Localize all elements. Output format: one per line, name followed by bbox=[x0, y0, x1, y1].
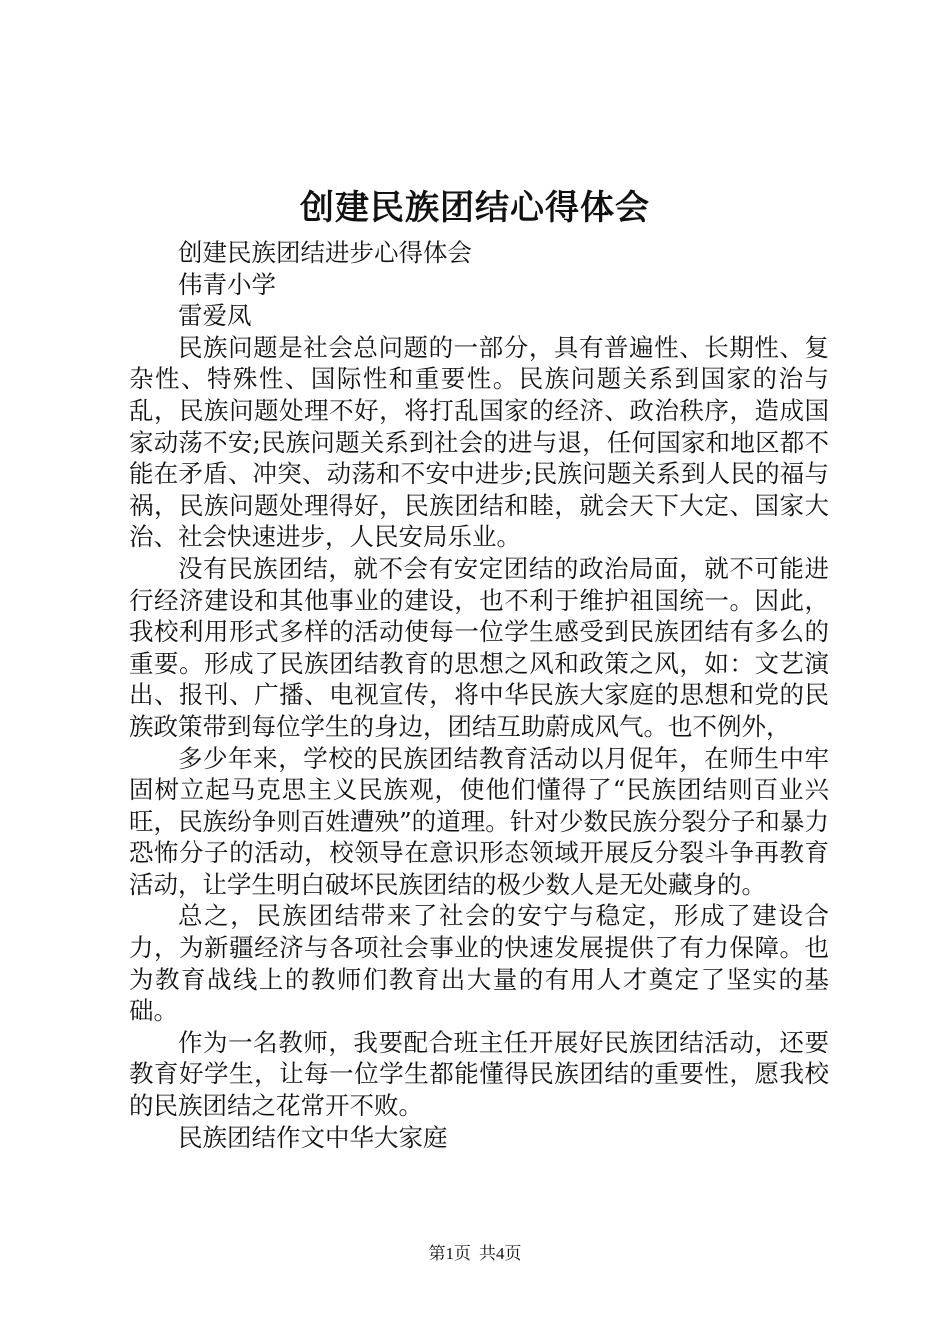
body-paragraph: 作为一名教师，我要配合班主任开展好民族团结活动，还要教育好学生，让每一位学生都能懂得民族团结的重要性，愿我校的民族团结之花常开不败。 bbox=[129, 1027, 829, 1121]
school-name-paragraph: 伟青小学 bbox=[178, 269, 276, 299]
body-paragraph: 没有民族团结，就不会有安定团结的政治局面，就不可能进行经济建设和其他事业的建设，也不利于维护祖国统一。因此，我校利用形式多样的活动使每一位学生感受到民族团结有多么的重要。形成了民族团结教育的思想之风和政策之风，如：文艺演出、报刊、广播、电视宣传，将中华民族大家庭的思想和党的民族政策带到每位学生的身边，团结互助蔚成风气。也不例外， bbox=[129, 553, 829, 741]
page-footer bbox=[0, 1242, 950, 1266]
page-total: 共4页 bbox=[479, 1244, 522, 1263]
document-body bbox=[129, 237, 829, 1153]
document-title: 创建民族团结心得体会 bbox=[300, 188, 650, 228]
body-paragraph: 总之，民族团结带来了社会的安宁与稳定，形成了建设合力，为新疆经济与各项社会事业的快速发展提供了有力保障。也为教育战线上的教师们教育出大量的有用人才奠定了坚实的基础。 bbox=[129, 901, 829, 1026]
body-paragraph: 多少年来，学校的民族团结教育活动以月促年，在师生中牢固树立起马克思主义民族观，使他们懂得了“民族团结则百业兴旺，民族纷争则百姓遭殃”的道理。针对少数民族分裂分子和暴力恐怖分子的活动，校领导在意识形态领域开展反分裂斗争再教育活动，让学生明白破坏民族团结的极少数人是无处藏身的。 bbox=[129, 743, 829, 899]
author-name-paragraph: 雷爱凤 bbox=[178, 301, 252, 331]
next-section-heading: 民族团结作文中华大家庭 bbox=[178, 1122, 448, 1152]
page-number: 第1页 bbox=[428, 1244, 471, 1263]
body-paragraph: 民族问题是社会总问题的一部分，具有普遍性、长期性、复杂性、特殊性、国际性和重要性。民族问题关系到国家的治与乱，民族问题处理不好，将打乱国家的经济、政治秩序，造成国家动荡不安;民族问题关系到社会的进与退，任何国家和地区都不能在矛盾、冲突、动荡和不安中进步;民族问题关系到人民的福与祸，民族问题处理得好，民族团结和睦，就会天下大定、国家大治、社会快速进步，人民安局乐业。 bbox=[129, 332, 829, 552]
subtitle-paragraph: 创建民族团结进步心得体会 bbox=[178, 238, 472, 267]
